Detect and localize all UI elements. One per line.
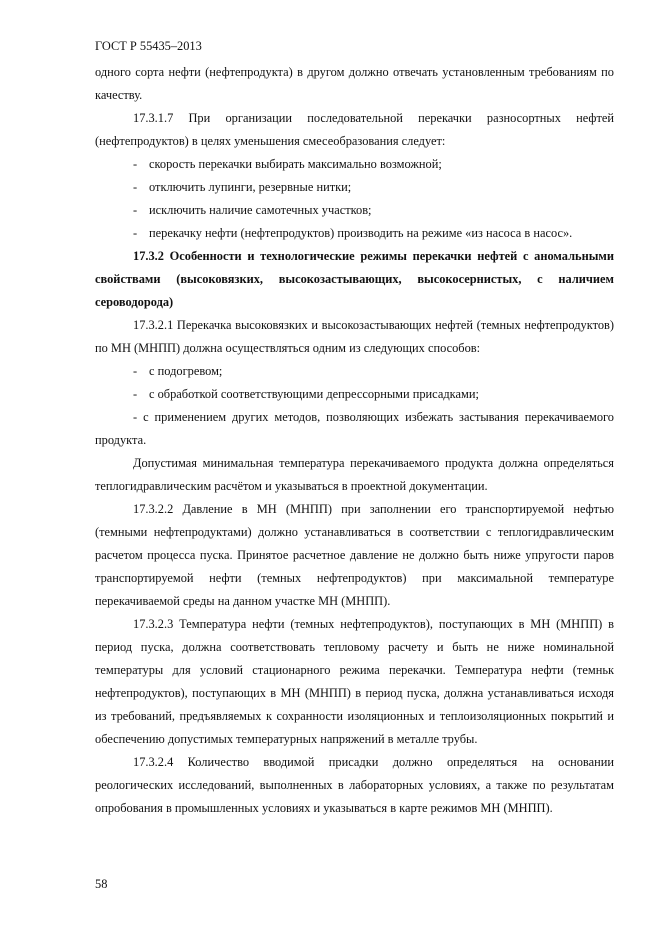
paragraph-17-3-1-7: 17.3.1.7 При организации последовательной перекачки разносортных нефтей (нефтепродуктов) в целях уменьшения смесеобразования следует: bbox=[95, 111, 614, 148]
list-item bbox=[95, 176, 614, 199]
list-item-text: с обработкой соответствующими депрессорными присадками; bbox=[149, 387, 479, 401]
paragraph-17-3-2-1: 17.3.2.1 Перекачка высоковязких и высокозастывающих нефтей (темных нефтепродуктов) по МН (МНПП) должна осуществляться одним из следующих способов: bbox=[95, 318, 614, 355]
paragraph-min-temperature: Допустимая минимальная температура перекачиваемого продукта должна определяться теплогидравлическим расчётом и указываться в проектной документации. bbox=[95, 456, 614, 493]
list-marker: - bbox=[133, 410, 138, 424]
list-item bbox=[95, 406, 614, 452]
paragraph-continuation: одного сорта нефти (нефтепродукта) в другом должно отвечать установленным требованиям по качеству. bbox=[95, 65, 614, 102]
list-item bbox=[95, 199, 614, 222]
standard-number: ГОСТ Р 55435–2013 bbox=[95, 39, 202, 53]
list-marker: - bbox=[133, 364, 138, 378]
list-item bbox=[95, 153, 614, 176]
paragraph-17-3-2-3: 17.3.2.3 Температура нефти (темных нефтепродуктов), поступающих в МН (МНПП) в период пуска, должна соответствовать тепловому расчету и быть не ниже номинальной температуры для условий стационарного режима перекачки. Температура нефти (темньк нефтепродуктов), поступающих в МН (МНПП) в период пуска, должна устанавливаться исходя из требований, предъявляемых к сохранности изоляционных и теплоизоляционных покрытий и обеспечению допустимых температурных напряжений в металле трубы. bbox=[95, 617, 614, 746]
list-item bbox=[95, 360, 614, 383]
section-heading-17-3-2: 17.3.2 Особенности и технологические режимы перекачки нефтей с аномальными свойствами (высоковязких, высокозастывающих, высокосернистых, с наличием сероводорода) bbox=[95, 249, 614, 309]
list-item-text: скорость перекачки выбирать максимально возможной; bbox=[149, 157, 442, 171]
list-item-text: с применением других методов, позволяющих избежать застывания перекачиваемого продукта. bbox=[95, 410, 614, 447]
page-footer bbox=[95, 876, 107, 892]
list-item-text: перекачку нефти (нефтепродуктов) производить на режиме «из насоса в насос». bbox=[149, 226, 573, 240]
list-marker: - bbox=[133, 387, 138, 401]
list-marker: - bbox=[133, 203, 138, 217]
list-marker: - bbox=[133, 226, 138, 240]
list-marker: - bbox=[133, 180, 138, 194]
paragraph-17-3-2-2: 17.3.2.2 Давление в МН (МНПП) при заполнении его транспортируемой нефтью (темными нефтепродуктами) должно устанавливаться в соответствии с теплогидравлическим расчетом процесса пуска. Принятое расчетное давление не должно быть ниже упругости паров транспортируемой нефти (темных нефтепродуктов) при максимальной температуре перекачиваемой среды на данном участке МН (МНПП). bbox=[95, 502, 614, 608]
list-marker: - bbox=[133, 157, 138, 171]
page-number: 58 bbox=[95, 877, 108, 891]
list-item bbox=[95, 383, 614, 406]
list-item-text: отключить лупинги, резервные нитки; bbox=[149, 180, 352, 194]
document-header bbox=[95, 38, 202, 54]
paragraph-17-3-2-4: 17.3.2.4 Количество вводимой присадки должно определяться на основании реологических исследований, выполненных в лабораторных условиях, а также по результатам опробования в промышленных условиях и указываться в карте режимов МН (МНПП). bbox=[95, 755, 614, 815]
list-item bbox=[95, 222, 614, 245]
list-item-text: с подогревом; bbox=[149, 364, 223, 378]
list-item-text: исключить наличие самотечных участков; bbox=[149, 203, 372, 217]
page-body bbox=[95, 61, 614, 820]
